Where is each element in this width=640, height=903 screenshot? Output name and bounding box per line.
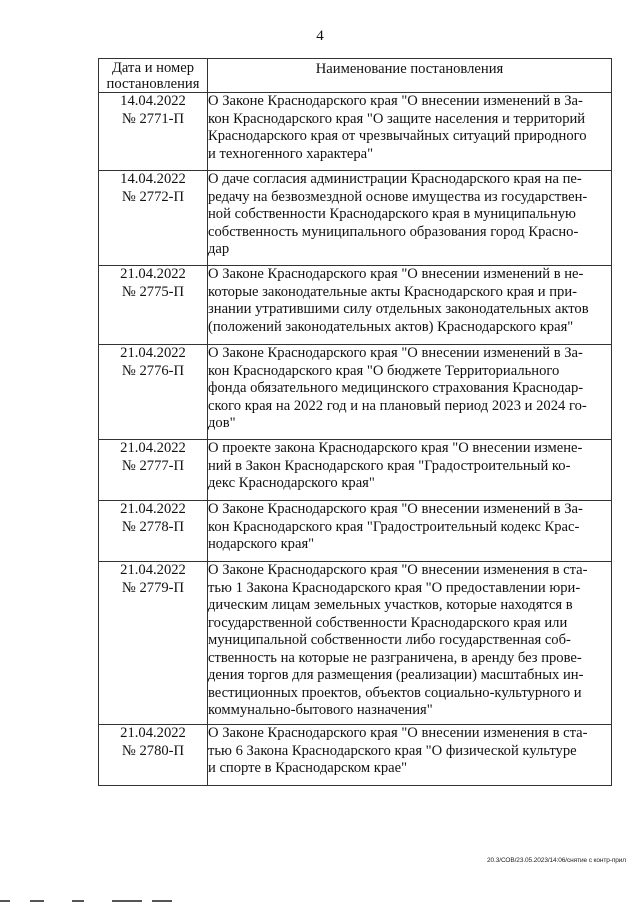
decree-title-line: фонда обязательного медицинского страхования Краснодар- <box>208 380 584 396</box>
decree-title-line: (положений законодательных актов) Краснодарского края" <box>208 318 574 335</box>
decree-date-number <box>99 440 208 501</box>
decree-title-line: и техногенного характера" <box>208 145 374 162</box>
scan-edge-marks <box>0 897 640 903</box>
decree-title-line: государственной собственности Краснодарского края или <box>208 614 568 631</box>
decree-title-line: нодарского края" <box>208 536 315 552</box>
decree-number: № 2776-П <box>121 362 185 379</box>
decree-title-line: дения торгов для размещения (реализации) масштабных ин- <box>208 667 584 683</box>
decree-number: № 2780-П <box>121 742 185 759</box>
decree-title-line: О Законе Краснодарского края "О внесении изменения в ста- <box>208 562 588 578</box>
decree-title-line: тью 6 Закона Краснодарского края "О физической культуре <box>208 742 577 759</box>
decree-title-line: декс Краснодарского края" <box>208 475 375 491</box>
decree-title-line: О проекте закона Краснодарского края "О внесении измене- <box>208 440 583 456</box>
decree-date: 14.04.2022 <box>120 93 186 109</box>
decree-title-line: Краснодарского края от чрезвычайных ситуаций природного <box>208 128 587 144</box>
decree-title-line: кон Краснодарского края "О бюджете Территориального <box>208 362 560 379</box>
decree-title-line: ний в Закон Краснодарского края "Градостроительный ко- <box>208 457 571 474</box>
decree-date: 21.04.2022 <box>120 266 186 282</box>
decree-date-number <box>99 266 208 345</box>
decree-title <box>208 93 612 171</box>
header-date-number <box>99 59 208 93</box>
decree-number: № 2779-П <box>121 579 185 596</box>
decree-title <box>208 725 612 786</box>
decree-title-line: О Законе Краснодарского края "О внесении изменения в ста- <box>208 725 588 741</box>
table-row <box>99 725 612 786</box>
decree-title-line: ной собственности Краснодарского края в муниципальную <box>208 206 576 222</box>
decree-title-line: О Законе Краснодарского края "О внесении изменений в За- <box>208 93 583 109</box>
decree-title-line: ского края на 2022 год и на плановый период 2023 и 2024 го- <box>208 397 587 414</box>
decree-date-number <box>99 171 208 266</box>
decree-number: № 2772-П <box>121 188 185 205</box>
decree-title-line: и спорте в Краснодарском крае" <box>208 760 408 776</box>
decree-title-line: О Законе Краснодарского края "О внесении изменений в За- <box>208 345 583 361</box>
decree-title <box>208 440 612 501</box>
page-number: 4 <box>316 28 324 44</box>
decree-title-line: редачу на безвозмездной основе имущества из государствен- <box>208 188 588 205</box>
decree-title-line: которые законодательные акты Краснодарского края и при- <box>208 283 578 300</box>
decree-title-line: дическим лицам земельных участков, которые находятся в <box>208 597 573 613</box>
decree-date-number <box>99 725 208 786</box>
table-row <box>99 93 612 171</box>
table-row <box>99 562 612 725</box>
decree-title <box>208 345 612 440</box>
decree-date-number <box>99 562 208 725</box>
decree-date: 21.04.2022 <box>120 345 186 361</box>
decree-number: № 2778-П <box>121 518 185 535</box>
decree-number: № 2777-П <box>121 457 185 474</box>
decree-title-line: муниципальной собственности либо государственная соб- <box>208 632 571 648</box>
decree-title <box>208 266 612 345</box>
decree-title <box>208 562 612 725</box>
decree-title-line: вестиционных проектов, объектов социально-культурного и <box>208 684 582 701</box>
decree-number: № 2771-П <box>121 110 185 127</box>
table-header-row <box>99 59 612 93</box>
decree-date-number <box>99 501 208 562</box>
table-row <box>99 266 612 345</box>
decree-number: № 2775-П <box>121 283 185 300</box>
decree-date: 21.04.2022 <box>120 501 186 517</box>
decree-date: 21.04.2022 <box>120 725 186 741</box>
decree-date: 21.04.2022 <box>120 562 186 578</box>
decree-title <box>208 171 612 266</box>
table-row <box>99 345 612 440</box>
decree-title-line: кон Краснодарского края "Градостроительный кодекс Крас- <box>208 518 580 535</box>
registration-stamp: 20.3/СОВ/23.05.2023/14:06/снятие с контр-прил <box>487 857 626 864</box>
decree-date-number <box>99 93 208 171</box>
decree-date: 21.04.2022 <box>120 440 186 456</box>
decree-title-line: собственность муниципального образования город Красно- <box>208 223 579 240</box>
header-title: Наименование постановления <box>208 59 612 93</box>
decree-title-line: знании утратившими силу отдельных законодательных актов <box>208 301 589 317</box>
decree-title-line: ственность на которые не разграничена, в аренду без прове- <box>208 649 582 666</box>
header-date-line1: Дата и номер <box>111 60 195 76</box>
table-row <box>99 440 612 501</box>
decree-title-line: О Законе Краснодарского края "О внесении изменений в За- <box>208 501 583 517</box>
table-row <box>99 501 612 562</box>
decree-date: 14.04.2022 <box>120 171 186 187</box>
decree-title-line: О Законе Краснодарского края "О внесении изменений в не- <box>208 266 584 282</box>
decree-title-line: О даче согласия администрации Краснодарского края на пе- <box>208 171 582 187</box>
decree-title-line: дар <box>208 241 230 257</box>
decree-title-line: тью 1 Закона Краснодарского края "О предоставлении юри- <box>208 579 581 596</box>
decree-title-line: дов" <box>208 415 236 431</box>
header-date-line2: постановления <box>106 76 200 92</box>
decree-title <box>208 501 612 562</box>
decree-date-number <box>99 345 208 440</box>
decrees-table <box>98 58 612 786</box>
decree-title-line: кон Краснодарского края "О защите населения и территорий <box>208 110 586 127</box>
table-row <box>99 171 612 266</box>
decree-title-line: коммунально-бытового назначения" <box>208 702 433 718</box>
